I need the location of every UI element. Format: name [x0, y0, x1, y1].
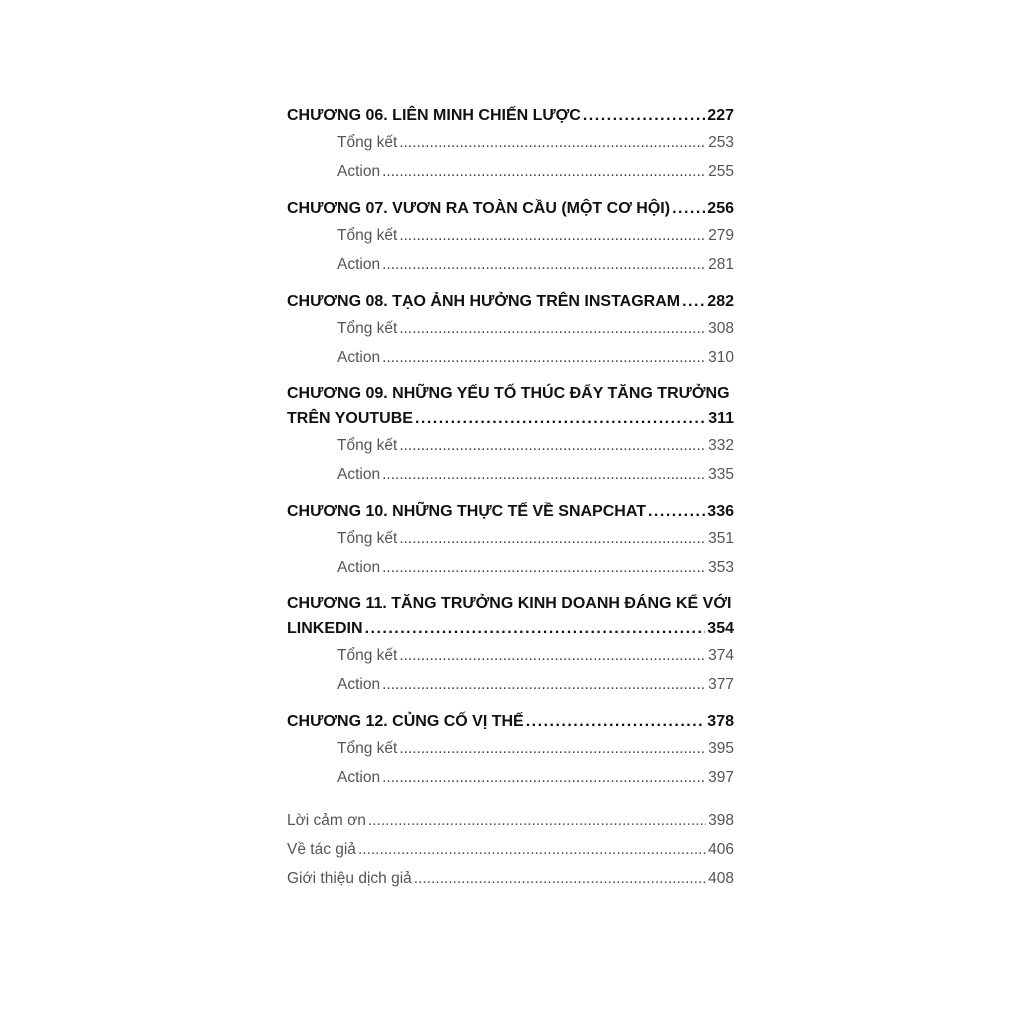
chapter-sub-entry[interactable] — [287, 460, 734, 489]
dot-leader — [382, 670, 706, 699]
chapter-entry — [287, 289, 734, 372]
dot-leader — [399, 128, 706, 157]
dot-leader — [672, 196, 705, 221]
chapter-sub-entry-page-number: 395 — [708, 740, 734, 757]
back-matter-entry-label: Lời cảm ơn — [287, 812, 366, 829]
chapter-entry — [287, 382, 734, 489]
dot-leader — [382, 250, 706, 279]
table-of-contents — [287, 103, 734, 893]
chapter-sub-entry[interactable] — [287, 763, 734, 792]
dot-leader — [382, 553, 706, 582]
chapter-sub-entry[interactable] — [287, 128, 734, 157]
chapter-heading-page-number: 336 — [707, 503, 734, 520]
chapter-heading-label: CHƯƠNG 06. LIÊN MINH CHIẾN LƯỢC — [287, 107, 581, 124]
chapter-sub-entry-label: Tổng kết — [337, 320, 398, 337]
chapter-sub-entry[interactable] — [287, 734, 734, 763]
dot-leader — [358, 835, 706, 864]
chapter-sub-entry-label: Tổng kết — [337, 740, 398, 757]
chapter-sub-entry-page-number: 374 — [708, 647, 734, 664]
chapter-heading[interactable] — [287, 499, 734, 524]
chapter-sub-entry[interactable] — [287, 157, 734, 186]
chapter-heading-label: TRÊN YOUTUBE — [287, 410, 413, 427]
back-matter-entry-label: Về tác giả — [287, 841, 356, 858]
chapter-sub-entry-page-number: 332 — [708, 437, 734, 454]
dot-leader — [526, 709, 706, 734]
chapter-heading[interactable] — [287, 289, 734, 314]
chapter-heading-page-number: 282 — [707, 293, 734, 310]
chapter-sub-entry-label: Tổng kết — [337, 437, 398, 454]
back-matter-entry[interactable] — [287, 835, 734, 864]
back-matter-entry-label: Giới thiệu dịch giả — [287, 870, 412, 887]
chapter-sub-entry-label: Action — [337, 256, 381, 273]
chapter-sub-entry-page-number: 253 — [708, 134, 734, 151]
chapter-heading-label: CHƯƠNG 12. CỦNG CỐ VỊ THẾ — [287, 713, 524, 730]
dot-leader — [415, 406, 706, 431]
chapter-heading-page-number: 256 — [707, 200, 734, 217]
chapter-sub-entry[interactable] — [287, 670, 734, 699]
chapter-heading-label: CHƯƠNG 10. NHỮNG THỰC TẾ VỀ SNAPCHAT — [287, 503, 646, 520]
dot-leader — [368, 806, 706, 835]
chapter-sub-entry-page-number: 397 — [708, 769, 734, 786]
chapter-entry — [287, 103, 734, 186]
chapter-sub-entry-label: Action — [337, 466, 381, 483]
chapter-sub-entry-label: Tổng kết — [337, 647, 398, 664]
back-matter-entry-page-number: 398 — [708, 812, 734, 829]
back-matter-entry-page-number: 406 — [708, 841, 734, 858]
dot-leader — [399, 221, 706, 250]
chapter-entry — [287, 709, 734, 792]
dot-leader — [399, 641, 706, 670]
dot-leader — [414, 864, 706, 893]
chapter-title-line[interactable]: CHƯƠNG 11. TĂNG TRƯỞNG KINH DOANH ĐÁNG KỂ VỚI — [287, 595, 732, 612]
chapter-sub-entry-label: Tổng kết — [337, 227, 398, 244]
chapter-sub-entry[interactable] — [287, 221, 734, 250]
chapter-sub-entry[interactable] — [287, 431, 734, 460]
chapter-heading-label: LINKEDIN — [287, 620, 363, 637]
chapter-sub-entry[interactable] — [287, 641, 734, 670]
chapter-sub-entry-page-number: 308 — [708, 320, 734, 337]
chapter-sub-entry-page-number: 310 — [708, 349, 734, 366]
chapter-sub-entry[interactable] — [287, 314, 734, 343]
chapter-entry — [287, 196, 734, 279]
dot-leader — [399, 431, 706, 460]
chapter-entry — [287, 592, 734, 699]
dot-leader — [399, 524, 706, 553]
dot-leader — [382, 157, 706, 186]
chapter-sub-entry-page-number: 353 — [708, 559, 734, 576]
dot-leader — [365, 616, 706, 641]
chapter-heading-page-number: 227 — [707, 107, 734, 124]
dot-leader — [682, 289, 705, 314]
chapter-heading-page-number: 378 — [707, 713, 734, 730]
dot-leader — [382, 460, 706, 489]
chapter-sub-entry-label: Action — [337, 163, 381, 180]
chapter-list — [287, 103, 734, 792]
chapter-heading[interactable] — [287, 406, 734, 431]
chapter-heading-page-number: 354 — [707, 620, 734, 637]
chapter-sub-entry[interactable] — [287, 553, 734, 582]
chapter-heading-page-number: 311 — [708, 410, 734, 427]
chapter-sub-entry-label: Action — [337, 349, 381, 366]
dot-leader — [382, 763, 706, 792]
back-matter-entry-page-number: 408 — [708, 870, 734, 887]
chapter-sub-entry-label: Tổng kết — [337, 530, 398, 547]
dot-leader — [382, 343, 706, 372]
chapter-sub-entry-page-number: 335 — [708, 466, 734, 483]
chapter-sub-entry[interactable] — [287, 250, 734, 279]
chapter-entry — [287, 499, 734, 582]
chapter-sub-entry-label: Action — [337, 769, 381, 786]
chapter-heading[interactable] — [287, 196, 734, 221]
chapter-heading[interactable] — [287, 103, 734, 128]
dot-leader — [399, 314, 706, 343]
back-matter-entry[interactable] — [287, 806, 734, 835]
chapter-sub-entry-label: Action — [337, 676, 381, 693]
chapter-sub-entry[interactable] — [287, 343, 734, 372]
dot-leader — [648, 499, 705, 524]
back-matter-entry[interactable] — [287, 864, 734, 893]
chapter-heading[interactable] — [287, 709, 734, 734]
chapter-heading-label: CHƯƠNG 07. VƯƠN RA TOÀN CẦU (MỘT CƠ HỘI) — [287, 200, 671, 217]
chapter-sub-entry-page-number: 351 — [708, 530, 734, 547]
chapter-sub-entry-label: Action — [337, 559, 381, 576]
chapter-sub-entry-page-number: 279 — [708, 227, 734, 244]
dot-leader — [583, 103, 705, 128]
chapter-title-line[interactable]: CHƯƠNG 09. NHỮNG YẾU TỐ THÚC ĐẨY TĂNG TRƯỞNG — [287, 385, 730, 402]
chapter-sub-entry[interactable] — [287, 524, 734, 553]
back-matter-list — [287, 806, 734, 893]
chapter-heading[interactable] — [287, 616, 734, 641]
chapter-sub-entry-page-number: 377 — [708, 676, 734, 693]
chapter-sub-entry-page-number: 281 — [708, 256, 734, 273]
chapter-sub-entry-label: Tổng kết — [337, 134, 398, 151]
chapter-sub-entry-page-number: 255 — [708, 163, 734, 180]
chapter-heading-label: CHƯƠNG 08. TẠO ẢNH HƯỞNG TRÊN INSTAGRAM — [287, 293, 681, 310]
dot-leader — [399, 734, 706, 763]
